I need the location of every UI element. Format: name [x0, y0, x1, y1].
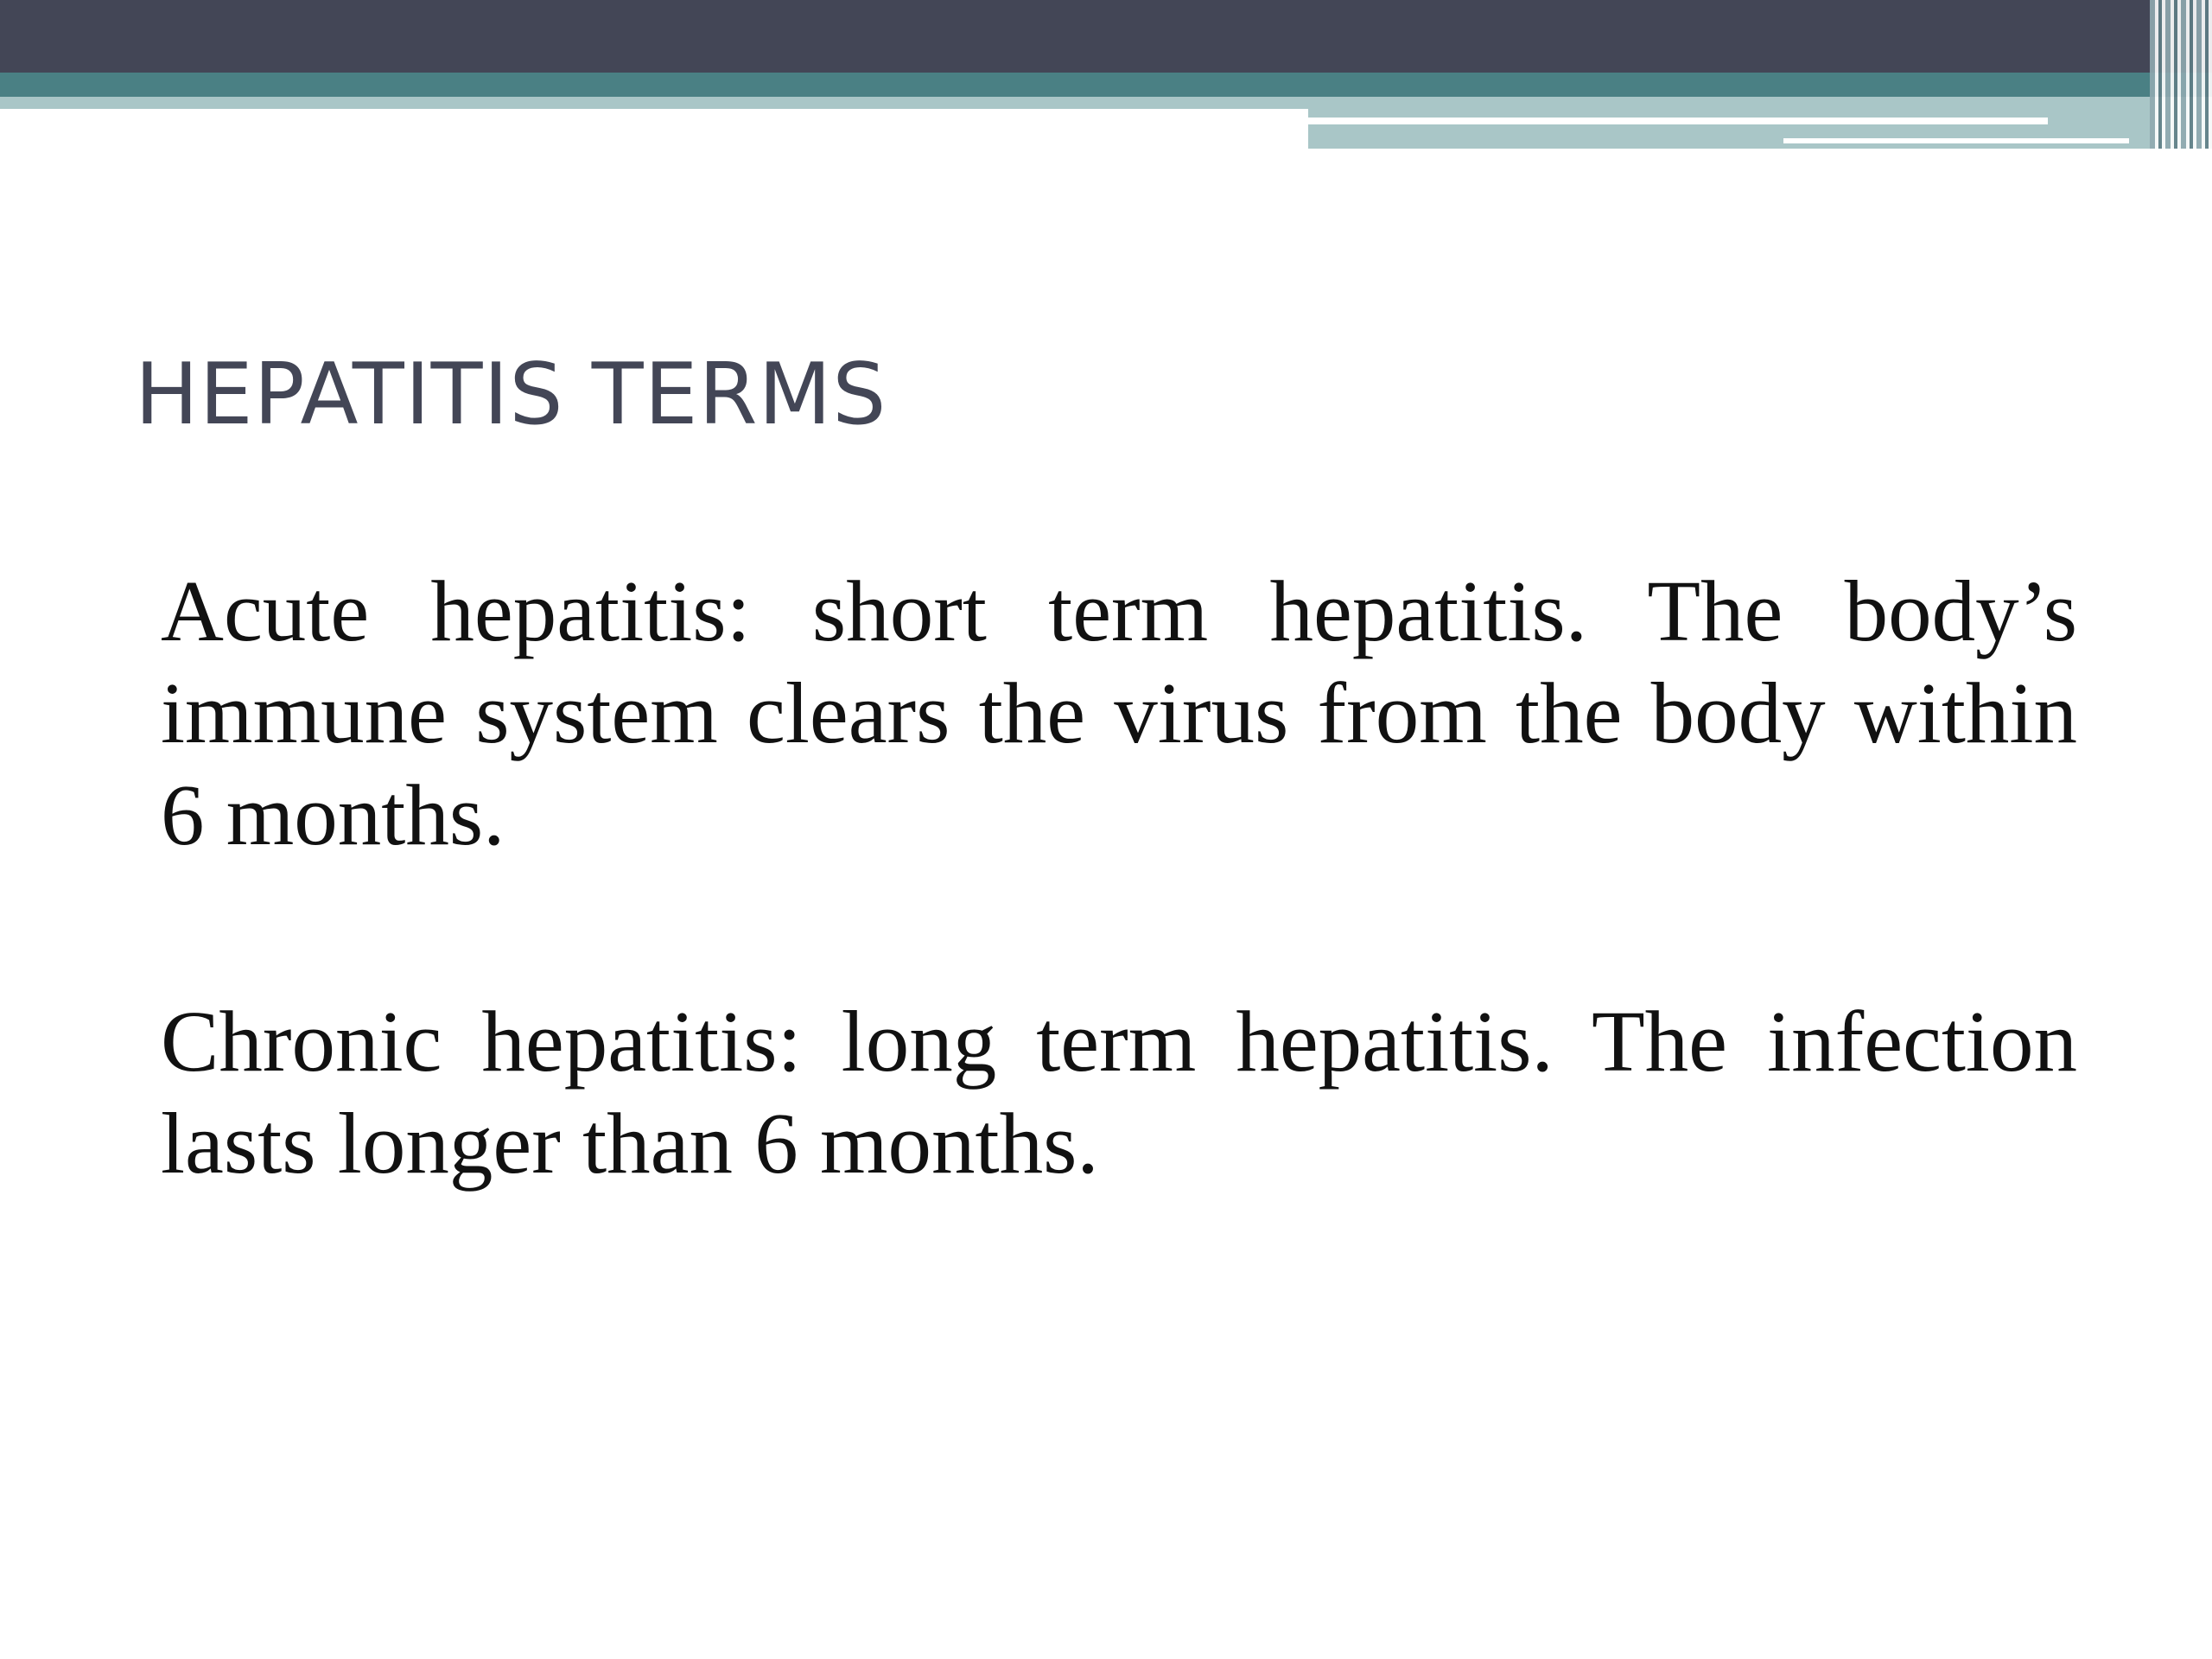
header-dark-band — [0, 0, 2212, 73]
header-accent-line — [1308, 118, 2048, 124]
header-edge-stripes — [2150, 0, 2212, 149]
slide-title: HEPATITIS TERMS — [135, 346, 887, 444]
header-teal-band — [0, 73, 2212, 97]
slide-body — [161, 560, 2077, 1194]
header-light-band-left — [0, 97, 1308, 109]
paragraph-acute-hepatitis: Acute hepatitis: short term hepatitis. The body’s immune system clears the virus from the body within 6 months. — [161, 563, 2077, 863]
header-accent-line-short — [1783, 138, 2129, 143]
paragraph-chronic-hepatitis: Chronic hepatitis: long term hepatitis. The infection lasts longer than 6 months. — [161, 993, 2077, 1192]
header-accent-underline — [1308, 149, 2212, 154]
